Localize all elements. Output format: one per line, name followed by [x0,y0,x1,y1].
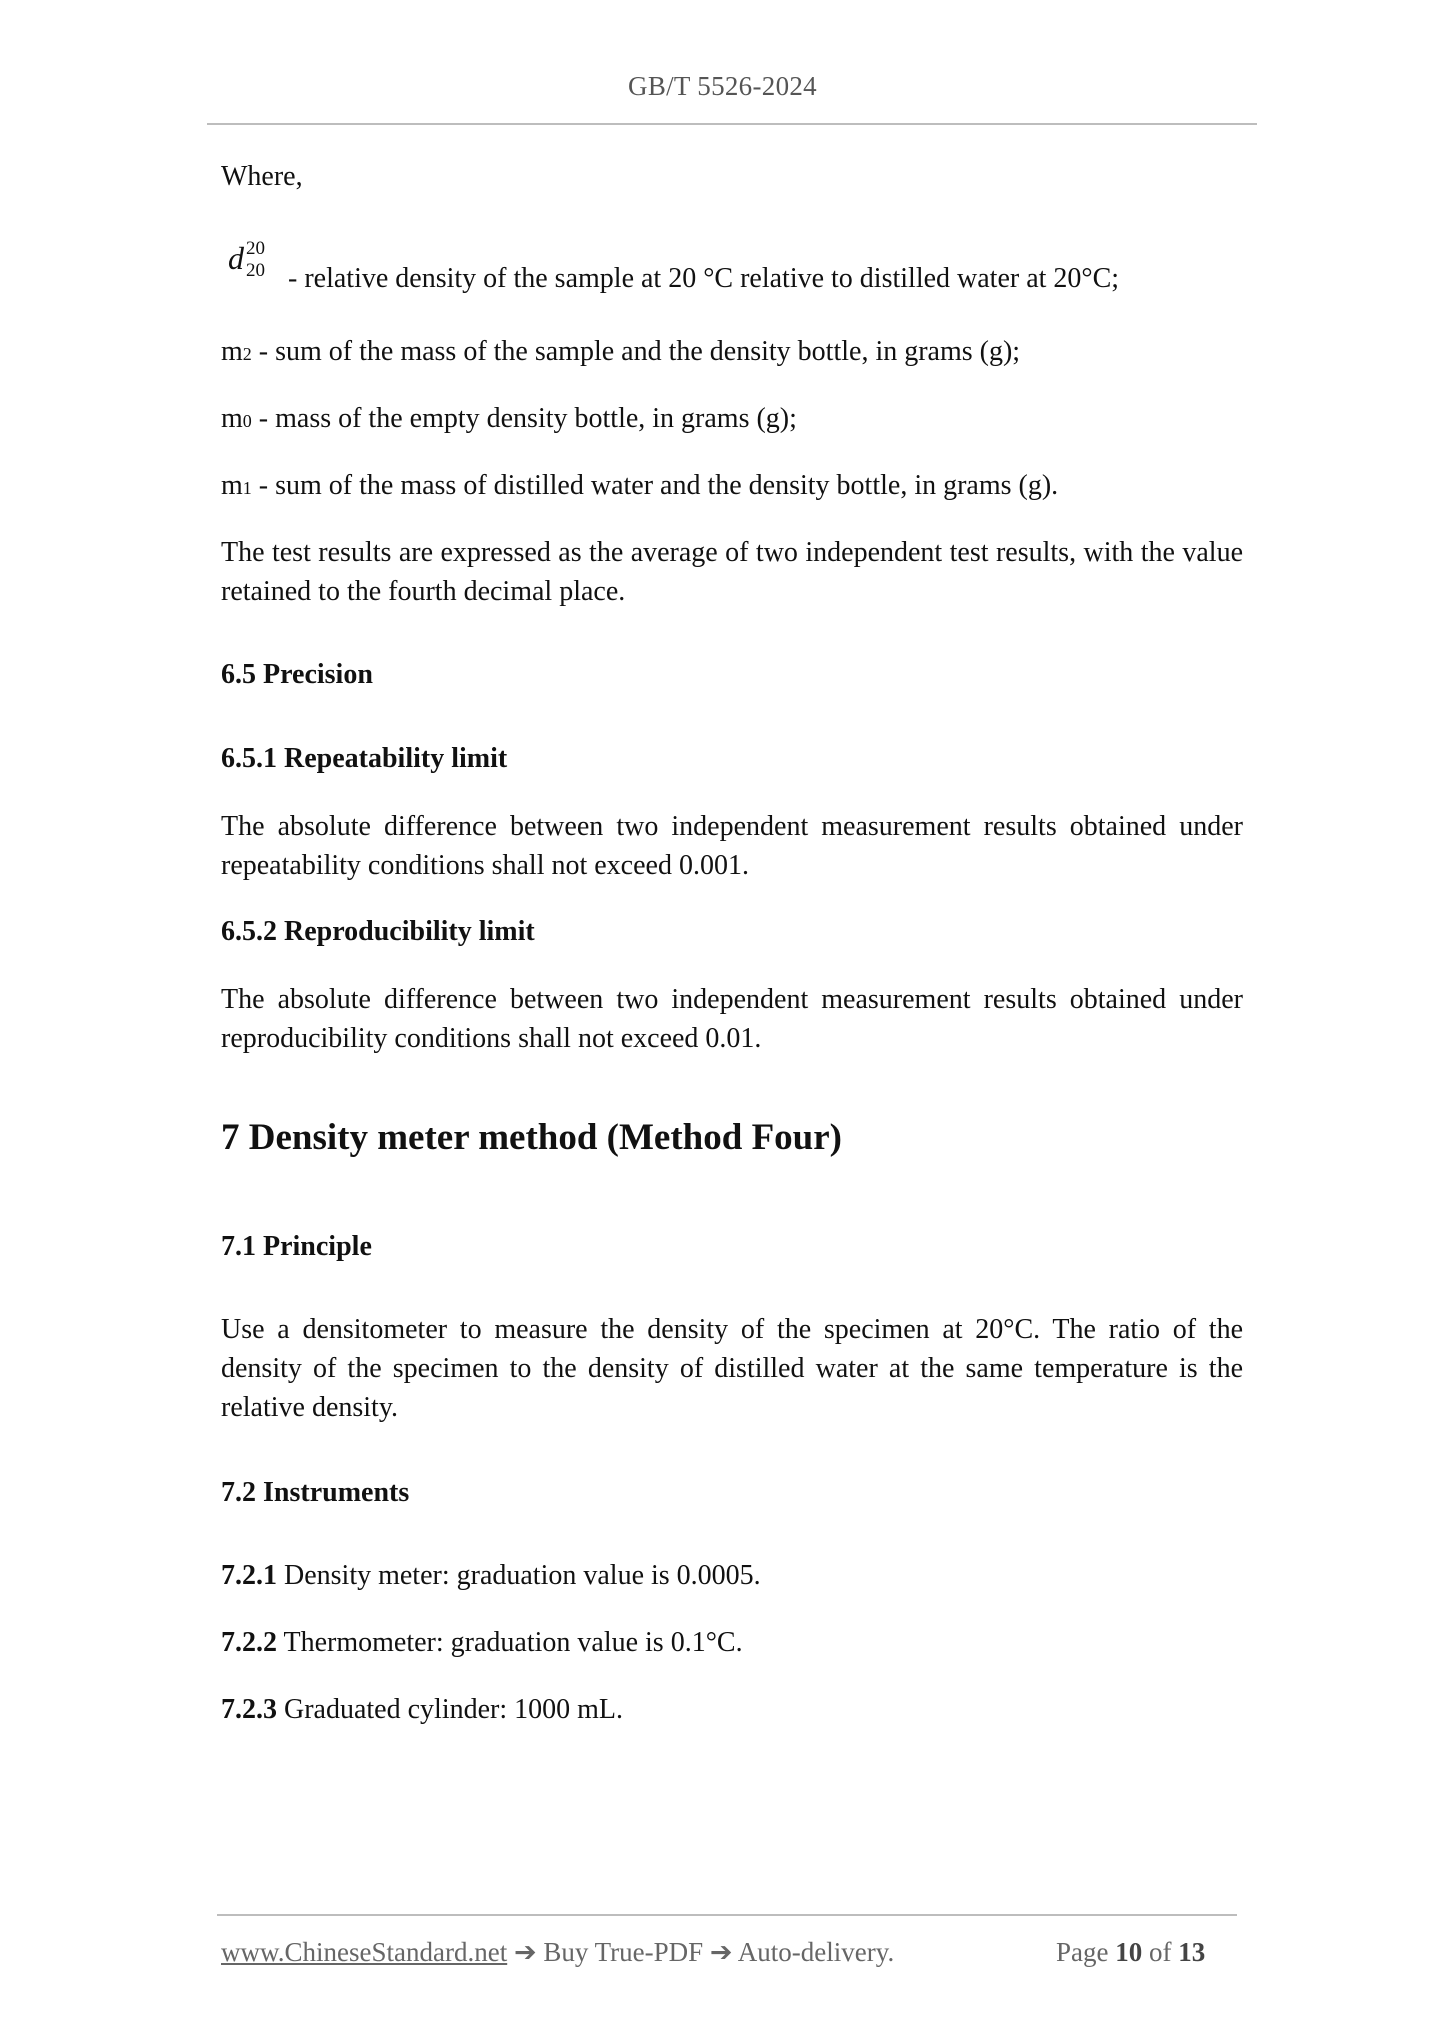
section-6-5-heading: 6.5 Precision [221,659,373,690]
repeatability-paragraph: The absolute difference between two independent measurement results obtained under repeatability conditions shall not exceed 0.001. [221,811,1243,881]
section-7-heading: 7 Density meter method (Method Four) [221,1117,842,1158]
instrument-item [221,1556,1243,1595]
page-number: 10 [1115,1937,1143,1967]
page-total: 13 [1178,1937,1206,1967]
symbol-superscript: 20 [246,238,265,259]
m0-base: m [221,403,243,434]
footer-rule [217,1914,1237,1916]
section-6-5-1-heading: 6.5.1 Repeatability limit [221,743,508,774]
m2-desc: - sum of the mass of the sample and the density bottle, in grams (g); [251,336,1021,367]
section-7-1-heading: 7.1 Principle [221,1231,372,1262]
instrument-text: Graduated cylinder: 1000 mL. [277,1694,624,1725]
relative-density-desc: - relative density of the sample at 20 °C relative to distilled water at 20°C; [288,263,1120,294]
of-word: of [1148,1937,1172,1967]
doc-header-id: GB/T 5526-2024 [628,71,817,101]
footer-promo [221,1937,894,1968]
m1-desc: - sum of the mass of distilled water and the density bottle, in grams (g). [251,470,1059,501]
page-word: Page [1056,1937,1109,1967]
reproducibility-paragraph: The absolute difference between two independent measurement results obtained under reproducibility conditions shall not exceed 0.01. [221,984,1243,1054]
instrument-item [221,1623,1243,1662]
section-7-2-heading: 7.2 Instruments [221,1477,410,1508]
auto-delivery-text: Auto-delivery. [737,1937,895,1967]
where-label: Where, [221,161,303,192]
site-link[interactable]: www.ChineseStandard.net [221,1937,508,1967]
header-rule [207,123,1257,125]
relative-density-symbol [228,236,288,286]
arrow-icon: ➔ [513,1937,537,1967]
instrument-number: 7.2.2 [221,1627,277,1658]
instrument-number: 7.2.3 [221,1694,277,1725]
instrument-text: Density meter: graduation value is 0.0005. [277,1560,761,1591]
result-paragraph: The test results are expressed as the average of two independent test results, with the value retained to the fourth decimal place. [221,537,1243,607]
principle-paragraph: Use a densitometer to measure the density of the specimen at 20°C. The ratio of the density of the specimen to the density of distilled water at the same temperature is the relative density. [221,1314,1243,1423]
buy-pdf-text: Buy True-PDF [543,1937,704,1967]
page-indicator [1056,1937,1205,1968]
section-6-5-2-heading: 6.5.2 Reproducibility limit [221,916,535,947]
m1-sub: 1 [242,478,252,498]
symbol-base: d [228,240,244,276]
m2-sub: 2 [242,344,252,364]
arrow-icon: ➔ [709,1937,733,1967]
m2-definition [221,332,1243,374]
m1-base: m [221,470,243,501]
m2-base: m [221,336,243,367]
m0-definition [221,399,1243,441]
m0-desc: - mass of the empty density bottle, in grams (g); [251,403,797,434]
m1-definition [221,466,1243,508]
instrument-number: 7.2.1 [221,1560,277,1591]
instrument-item [221,1690,1243,1729]
m0-sub: 0 [242,411,252,431]
instrument-text: Thermometer: graduation value is 0.1°C. [277,1627,743,1658]
symbol-subscript: 20 [246,260,265,281]
